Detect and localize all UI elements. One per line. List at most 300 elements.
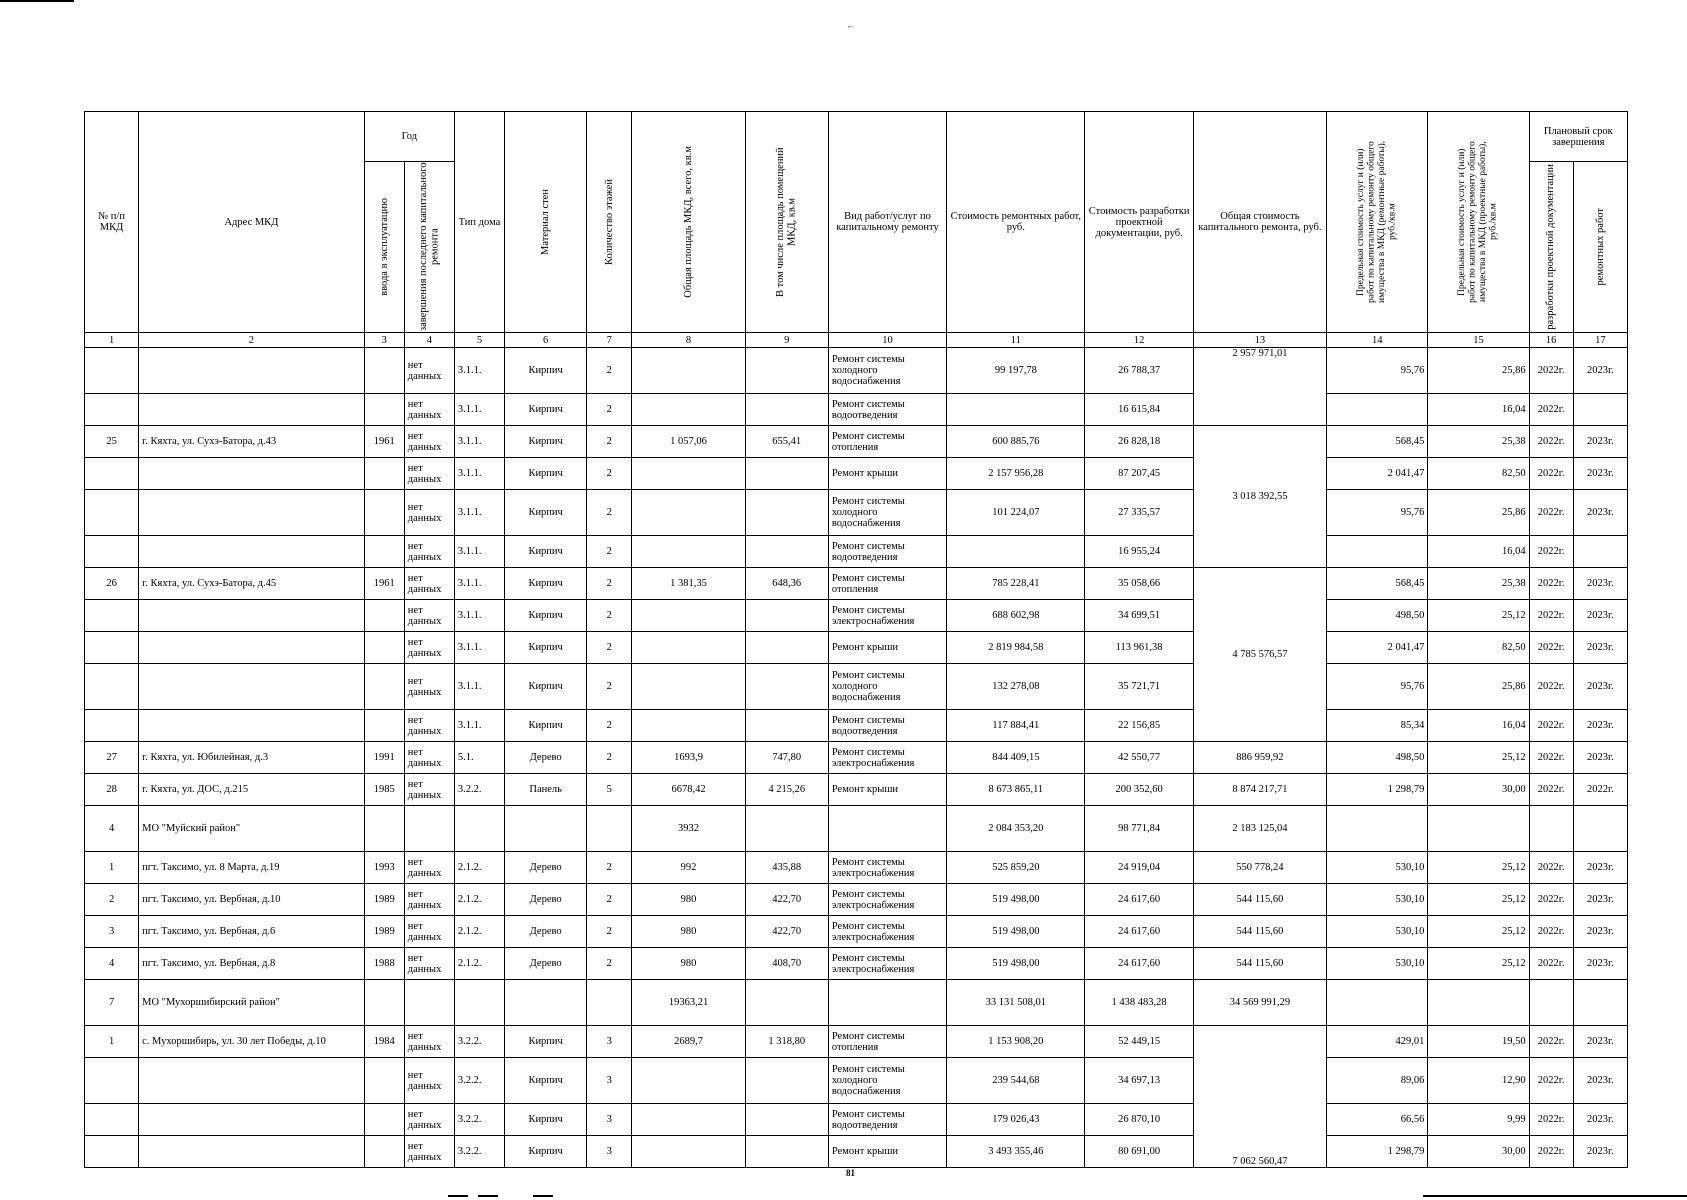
address-cell (139, 1058, 365, 1104)
last-repair-cell: нет данных (404, 394, 454, 426)
repair-cost-cell: 1 153 908,20 (947, 1026, 1085, 1058)
address-cell: пгт. Таксимо, ул. Вербная, д.10 (139, 884, 365, 916)
floors-cell: 2 (587, 458, 632, 490)
limit-design-cost-cell: 25,86 (1428, 490, 1529, 536)
design-cost-cell: 35 721,71 (1085, 664, 1193, 710)
repair-term-cell: 2023г. (1573, 348, 1627, 394)
address-cell (139, 458, 365, 490)
wall-material-cell: Кирпич (505, 1104, 587, 1136)
last-repair-cell: нет данных (404, 426, 454, 458)
work-type-cell (828, 806, 946, 852)
total-area-cell: 992 (632, 852, 745, 884)
row-number-cell (85, 490, 139, 536)
floors-cell (587, 980, 632, 1026)
floors-cell: 2 (587, 742, 632, 774)
floors-cell: 5 (587, 774, 632, 806)
design-cost-cell: 42 550,77 (1085, 742, 1193, 774)
design-term-cell: 2022г. (1529, 632, 1573, 664)
column-numbers-row (85, 333, 1628, 348)
header-col16 (1529, 162, 1573, 333)
row-number-cell (85, 1136, 139, 1168)
repair-term-cell: 2023г. (1573, 948, 1627, 980)
row-number-cell: 28 (85, 774, 139, 806)
total-area-cell (632, 600, 745, 632)
house-type-cell: 2.1.2. (454, 852, 504, 884)
header-col17 (1573, 162, 1627, 333)
wall-material-cell: Кирпич (505, 568, 587, 600)
row-number-cell: 4 (85, 948, 139, 980)
total-area-cell: 2689,7 (632, 1026, 745, 1058)
row-number-cell: 1 (85, 852, 139, 884)
work-type-cell: Ремонт системы электроснабжения (828, 600, 946, 632)
house-type-cell: 3.1.1. (454, 458, 504, 490)
address-cell: пгт. Таксимо, ул. Вербная, д.6 (139, 916, 365, 948)
floors-cell: 2 (587, 916, 632, 948)
premises-area-cell (745, 458, 828, 490)
year-built-cell: 1961 (364, 568, 404, 600)
limit-repair-cost-cell (1327, 980, 1428, 1026)
year-built-cell: 1985 (364, 774, 404, 806)
table-row (85, 916, 1628, 948)
header-col17-text: ремонтных работ (1594, 208, 1606, 286)
total-cost-cell: 550 778,24 (1193, 852, 1326, 884)
table-row (85, 710, 1628, 742)
limit-design-cost-cell: 25,12 (1428, 600, 1529, 632)
address-cell (139, 348, 365, 394)
year-built-cell (364, 1058, 404, 1104)
row-number-cell (85, 632, 139, 664)
limit-design-cost-cell: 82,50 (1428, 632, 1529, 664)
limit-repair-cost-cell (1327, 536, 1428, 568)
col-number: 1 (85, 333, 139, 348)
table-row (85, 774, 1628, 806)
limit-design-cost-cell: 25,12 (1428, 916, 1529, 948)
design-cost-cell: 34 699,51 (1085, 600, 1193, 632)
floors-cell (587, 806, 632, 852)
design-cost-cell: 24 617,60 (1085, 884, 1193, 916)
year-built-cell: 1961 (364, 426, 404, 458)
address-cell: МО "Мухоршибирский район" (139, 980, 365, 1026)
year-built-cell (364, 1104, 404, 1136)
premises-area-cell (745, 710, 828, 742)
floors-cell: 2 (587, 884, 632, 916)
premises-area-cell (745, 980, 828, 1026)
header-col15-text: Предельная стоимость услуг и (или) работ по капитальному ремонту общего имущества в МКД (проектные работы), руб./кв.м (1457, 141, 1499, 303)
last-repair-cell: нет данных (404, 948, 454, 980)
work-type-cell: Ремонт крыши (828, 458, 946, 490)
table-row (85, 806, 1628, 852)
limit-repair-cost-cell: 498,50 (1327, 600, 1428, 632)
work-type-cell: Ремонт системы холодного водоснабжения (828, 1058, 946, 1104)
house-type-cell: 2.1.2. (454, 884, 504, 916)
floors-cell: 2 (587, 664, 632, 710)
year-built-cell (364, 490, 404, 536)
row-number-cell: 25 (85, 426, 139, 458)
header-col2: Адрес МКД (139, 112, 365, 333)
limit-repair-cost-cell: 530,10 (1327, 852, 1428, 884)
col-number: 16 (1529, 333, 1573, 348)
work-type-cell: Ремонт системы электроснабжения (828, 916, 946, 948)
last-repair-cell: нет данных (404, 1026, 454, 1058)
row-number-cell: 2 (85, 884, 139, 916)
total-area-cell (632, 1058, 745, 1104)
design-cost-cell: 16 955,24 (1085, 536, 1193, 568)
row-number-cell: 26 (85, 568, 139, 600)
limit-design-cost-cell: 16,04 (1428, 394, 1529, 426)
premises-area-cell: 747,80 (745, 742, 828, 774)
premises-area-cell: 655,41 (745, 426, 828, 458)
col-number: 6 (505, 333, 587, 348)
limit-repair-cost-cell: 95,76 (1327, 490, 1428, 536)
house-type-cell: 3.1.1. (454, 348, 504, 394)
last-repair-cell: нет данных (404, 664, 454, 710)
floors-cell: 2 (587, 710, 632, 742)
work-type-cell (828, 980, 946, 1026)
floors-cell: 2 (587, 536, 632, 568)
house-type-cell (454, 980, 504, 1026)
header-col9-text: В том числе площадь помещений МКД, кв.м (775, 147, 798, 297)
table-row (85, 394, 1628, 426)
address-cell (139, 632, 365, 664)
wall-material-cell: Кирпич (505, 664, 587, 710)
col-number: 3 (364, 333, 404, 348)
house-type-cell: 3.1.1. (454, 600, 504, 632)
premises-area-cell (745, 1136, 828, 1168)
table-row (85, 1104, 1628, 1136)
repair-cost-cell: 844 409,15 (947, 742, 1085, 774)
design-cost-cell: 24 617,60 (1085, 948, 1193, 980)
repair-cost-cell: 600 885,76 (947, 426, 1085, 458)
total-area-cell (632, 1136, 745, 1168)
work-type-cell: Ремонт крыши (828, 774, 946, 806)
scan-mark (448, 1195, 468, 1197)
limit-design-cost-cell: 16,04 (1428, 536, 1529, 568)
wall-material-cell: Кирпич (505, 536, 587, 568)
address-cell (139, 536, 365, 568)
limit-repair-cost-cell: 95,76 (1327, 348, 1428, 394)
work-type-cell: Ремонт системы электроснабжения (828, 742, 946, 774)
last-repair-cell: нет данных (404, 458, 454, 490)
capital-repair-table (84, 111, 1628, 1168)
wall-material-cell: Кирпич (505, 600, 587, 632)
header-col5: Тип дома (454, 112, 504, 333)
table-row (85, 742, 1628, 774)
col-number: 11 (947, 333, 1085, 348)
address-cell (139, 664, 365, 710)
design-cost-cell: 16 615,84 (1085, 394, 1193, 426)
work-type-cell: Ремонт системы электроснабжения (828, 852, 946, 884)
header-col14 (1327, 112, 1428, 333)
total-area-cell: 1693,9 (632, 742, 745, 774)
address-cell (139, 600, 365, 632)
work-type-cell: Ремонт системы водоотведения (828, 394, 946, 426)
design-term-cell (1529, 806, 1573, 852)
total-area-cell (632, 536, 745, 568)
table-body (85, 348, 1628, 1168)
work-type-cell: Ремонт системы водоотведения (828, 710, 946, 742)
last-repair-cell: нет данных (404, 1058, 454, 1104)
total-area-cell (632, 1104, 745, 1136)
design-term-cell: 2022г. (1529, 742, 1573, 774)
work-type-cell: Ремонт системы холодного водоснабжения (828, 664, 946, 710)
repair-term-cell: 2023г. (1573, 1058, 1627, 1104)
work-type-cell: Ремонт системы электроснабжения (828, 884, 946, 916)
limit-design-cost-cell: 25,86 (1428, 664, 1529, 710)
year-built-cell (364, 1136, 404, 1168)
floors-cell: 3 (587, 1136, 632, 1168)
row-number-cell: 27 (85, 742, 139, 774)
col-number: 5 (454, 333, 504, 348)
total-cost-merged-cell: 7 062 560,47 (1193, 1026, 1326, 1168)
premises-area-cell (745, 348, 828, 394)
repair-cost-cell: 519 498,00 (947, 948, 1085, 980)
wall-material-cell: Кирпич (505, 710, 587, 742)
repair-term-cell: 2023г. (1573, 600, 1627, 632)
last-repair-cell: нет данных (404, 568, 454, 600)
total-cost-merged-cell: 4 785 576,57 (1193, 568, 1326, 742)
header-col11: Стоимость ремонтных работ, руб. (947, 112, 1085, 333)
design-term-cell: 2022г. (1529, 1058, 1573, 1104)
premises-area-cell (745, 600, 828, 632)
address-cell: г. Кяхта, ул. Сухэ-Батора, д.45 (139, 568, 365, 600)
work-type-cell: Ремонт системы отопления (828, 1026, 946, 1058)
design-cost-cell: 24 919,04 (1085, 852, 1193, 884)
header-year-group: Год (364, 112, 454, 162)
design-cost-cell: 52 449,15 (1085, 1026, 1193, 1058)
year-built-cell (364, 458, 404, 490)
page-number: 81 (846, 1168, 855, 1178)
total-area-cell (632, 632, 745, 664)
house-type-cell: 3.1.1. (454, 632, 504, 664)
limit-repair-cost-cell: 429,01 (1327, 1026, 1428, 1058)
col-number: 8 (632, 333, 745, 348)
total-area-cell (632, 490, 745, 536)
design-term-cell: 2022г. (1529, 884, 1573, 916)
repair-term-cell: 2023г. (1573, 458, 1627, 490)
total-area-cell (632, 348, 745, 394)
limit-repair-cost-cell: 85,34 (1327, 710, 1428, 742)
premises-area-cell (745, 394, 828, 426)
wall-material-cell: Кирпич (505, 426, 587, 458)
wall-material-cell: Кирпич (505, 490, 587, 536)
wall-material-cell (505, 806, 587, 852)
repair-term-cell: 2022г. (1573, 774, 1627, 806)
floors-cell: 2 (587, 852, 632, 884)
table-row (85, 426, 1628, 458)
col-number: 4 (404, 333, 454, 348)
limit-repair-cost-cell: 530,10 (1327, 884, 1428, 916)
wall-material-cell: Кирпич (505, 348, 587, 394)
floors-cell: 2 (587, 600, 632, 632)
house-type-cell: 3.2.2. (454, 1104, 504, 1136)
limit-design-cost-cell: 30,00 (1428, 1136, 1529, 1168)
design-term-cell: 2022г. (1529, 490, 1573, 536)
design-cost-cell: 22 156,85 (1085, 710, 1193, 742)
limit-design-cost-cell: 25,38 (1428, 426, 1529, 458)
limit-design-cost-cell: 16,04 (1428, 710, 1529, 742)
col-number: 10 (828, 333, 946, 348)
row-number-cell: 1 (85, 1026, 139, 1058)
table-row (85, 600, 1628, 632)
house-type-cell (454, 806, 504, 852)
design-cost-cell: 34 697,13 (1085, 1058, 1193, 1104)
total-cost-cell: 34 569 991,29 (1193, 980, 1326, 1026)
premises-area-cell: 422,70 (745, 916, 828, 948)
year-built-cell (364, 664, 404, 710)
limit-design-cost-cell: 30,00 (1428, 774, 1529, 806)
premises-area-cell (745, 632, 828, 664)
work-type-cell: Ремонт системы электроснабжения (828, 948, 946, 980)
table-row (85, 536, 1628, 568)
last-repair-cell (404, 806, 454, 852)
premises-area-cell: 435,88 (745, 852, 828, 884)
year-built-cell: 1989 (364, 884, 404, 916)
premises-area-cell (745, 536, 828, 568)
table-row (85, 632, 1628, 664)
limit-design-cost-cell: 25,86 (1428, 348, 1529, 394)
work-type-cell: Ремонт крыши (828, 632, 946, 664)
repair-cost-cell: 179 026,43 (947, 1104, 1085, 1136)
floors-cell: 2 (587, 394, 632, 426)
table-row (85, 568, 1628, 600)
last-repair-cell: нет данных (404, 774, 454, 806)
address-cell (139, 490, 365, 536)
table-header (85, 112, 1628, 348)
limit-repair-cost-cell: 89,06 (1327, 1058, 1428, 1104)
design-cost-cell: 26 870,10 (1085, 1104, 1193, 1136)
year-built-cell (364, 980, 404, 1026)
total-cost-cell: 2 183 125,04 (1193, 806, 1326, 852)
table-row (85, 458, 1628, 490)
last-repair-cell: нет данных (404, 852, 454, 884)
premises-area-cell: 1 318,80 (745, 1026, 828, 1058)
repair-term-cell: 2023г. (1573, 490, 1627, 536)
house-type-cell: 3.2.2. (454, 774, 504, 806)
last-repair-cell: нет данных (404, 1104, 454, 1136)
col-number: 12 (1085, 333, 1193, 348)
row-number-cell (85, 458, 139, 490)
col-number: 7 (587, 333, 632, 348)
design-term-cell: 2022г. (1529, 710, 1573, 742)
last-repair-cell: нет данных (404, 884, 454, 916)
table-row (85, 884, 1628, 916)
last-repair-cell: нет данных (404, 916, 454, 948)
header-col15 (1428, 112, 1529, 333)
design-term-cell: 2022г. (1529, 426, 1573, 458)
limit-repair-cost-cell: 498,50 (1327, 742, 1428, 774)
header-col9 (745, 112, 828, 333)
work-type-cell: Ремонт системы холодного водоснабжения (828, 490, 946, 536)
house-type-cell: 3.1.1. (454, 536, 504, 568)
wall-material-cell: Дерево (505, 916, 587, 948)
col-number: 9 (745, 333, 828, 348)
repair-term-cell: 2023г. (1573, 1026, 1627, 1058)
repair-term-cell: 2023г. (1573, 426, 1627, 458)
table-row (85, 490, 1628, 536)
last-repair-cell: нет данных (404, 632, 454, 664)
repair-term-cell: 2023г. (1573, 1136, 1627, 1168)
address-cell (139, 394, 365, 426)
repair-term-cell: 2023г. (1573, 742, 1627, 774)
repair-cost-cell: 525 859,20 (947, 852, 1085, 884)
address-cell (139, 1104, 365, 1136)
limit-design-cost-cell: 12,90 (1428, 1058, 1529, 1104)
address-cell: МО "Муйский район" (139, 806, 365, 852)
house-type-cell: 3.1.1. (454, 426, 504, 458)
premises-area-cell: 408,70 (745, 948, 828, 980)
col-number: 17 (1573, 333, 1627, 348)
total-area-cell: 980 (632, 948, 745, 980)
total-area-cell (632, 394, 745, 426)
total-area-cell: 6678,42 (632, 774, 745, 806)
design-cost-cell: 87 207,45 (1085, 458, 1193, 490)
repair-cost-cell: 785 228,41 (947, 568, 1085, 600)
year-built-cell: 1988 (364, 948, 404, 980)
wall-material-cell: Дерево (505, 742, 587, 774)
wall-material-cell: Кирпич (505, 394, 587, 426)
repair-cost-cell: 519 498,00 (947, 884, 1085, 916)
table-row (85, 948, 1628, 980)
total-area-cell: 3932 (632, 806, 745, 852)
repair-term-cell: 2023г. (1573, 568, 1627, 600)
design-cost-cell: 80 691,00 (1085, 1136, 1193, 1168)
premises-area-cell (745, 490, 828, 536)
premises-area-cell: 4 215,26 (745, 774, 828, 806)
repair-term-cell (1573, 394, 1627, 426)
floors-cell: 2 (587, 948, 632, 980)
row-number-cell (85, 536, 139, 568)
repair-cost-cell: 33 131 508,01 (947, 980, 1085, 1026)
work-type-cell: Ремонт системы отопления (828, 426, 946, 458)
wall-material-cell: Кирпич (505, 632, 587, 664)
repair-term-cell: 2023г. (1573, 632, 1627, 664)
design-term-cell (1529, 980, 1573, 1026)
work-type-cell: Ремонт крыши (828, 1136, 946, 1168)
floors-cell: 2 (587, 568, 632, 600)
repair-cost-cell: 239 544,68 (947, 1058, 1085, 1104)
header-col7 (587, 112, 632, 333)
repair-cost-cell: 132 278,08 (947, 664, 1085, 710)
wall-material-cell (505, 980, 587, 1026)
row-number-cell (85, 1104, 139, 1136)
col-number: 2 (139, 333, 365, 348)
col-number: 13 (1193, 333, 1326, 348)
wall-material-cell: Панель (505, 774, 587, 806)
repair-cost-cell: 688 602,98 (947, 600, 1085, 632)
header-col4 (404, 162, 454, 333)
house-type-cell: 3.1.1. (454, 394, 504, 426)
repair-cost-cell: 117 884,41 (947, 710, 1085, 742)
col-number: 15 (1428, 333, 1529, 348)
header-col6 (505, 112, 587, 333)
design-cost-cell: 26 788,37 (1085, 348, 1193, 394)
limit-repair-cost-cell: 568,45 (1327, 568, 1428, 600)
limit-design-cost-cell: 25,38 (1428, 568, 1529, 600)
design-term-cell: 2022г. (1529, 536, 1573, 568)
design-term-cell: 2022г. (1529, 348, 1573, 394)
work-type-cell: Ремонт системы водоотведения (828, 536, 946, 568)
limit-repair-cost-cell: 530,10 (1327, 948, 1428, 980)
house-type-cell: 3.2.2. (454, 1026, 504, 1058)
limit-repair-cost-cell: 568,45 (1327, 426, 1428, 458)
house-type-cell: 2.1.2. (454, 948, 504, 980)
design-term-cell: 2022г. (1529, 1026, 1573, 1058)
design-cost-cell: 200 352,60 (1085, 774, 1193, 806)
premises-area-cell (745, 806, 828, 852)
table-row (85, 1026, 1628, 1058)
house-type-cell: 3.1.1. (454, 490, 504, 536)
table-row (85, 1136, 1628, 1168)
